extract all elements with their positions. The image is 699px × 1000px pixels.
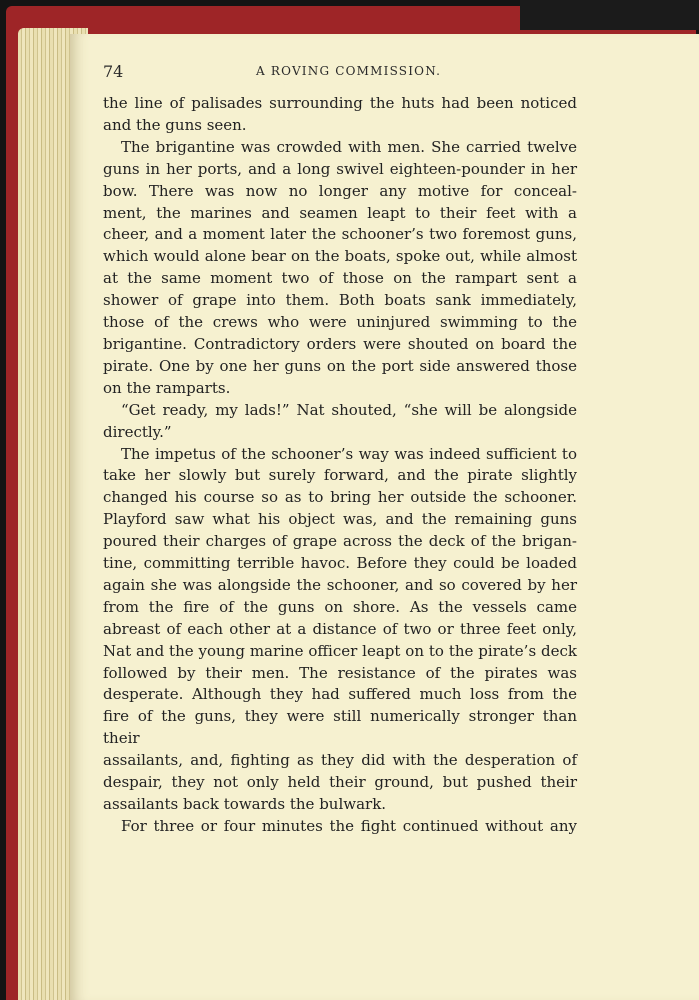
text-line: fire of the guns, they were still numerically stronger than their [103, 707, 577, 748]
paragraph [103, 378, 577, 400]
page-number: 74 [103, 62, 124, 81]
text-line: assailants back towards the bulwark. [103, 795, 387, 813]
paragraph [103, 816, 577, 838]
page-header [103, 62, 483, 86]
background [520, 0, 699, 30]
text-line: assailants, and, fighting as they did with the desperation of [103, 751, 577, 770]
text-line: take her slowly but surely forward, and the pirate slightly [103, 466, 577, 485]
text-line: cheer, and a moment later the schooner’s two foremost guns, [103, 225, 577, 244]
text-line: tine, committing terrible havoc. Before they could be loaded [103, 554, 577, 573]
text-line: desperate. Although they had suffered much loss from the [103, 685, 577, 704]
text-line: pirate. One by one her guns on the port side answered those [103, 356, 577, 375]
text-line: Playford saw what his object was, and the remaining guns [103, 510, 577, 529]
paragraph [103, 422, 577, 444]
text-line: ment, the marines and seamen leapt to their feet with a [103, 203, 577, 222]
text-line: and the guns seen. [103, 115, 247, 134]
text-line: at the same moment two of those on the rampart sent a [103, 269, 577, 288]
paragraph [103, 137, 577, 378]
paragraph [103, 400, 577, 422]
text-line: Nat and the young marine officer leapt on to the pirate’s deck [103, 641, 577, 660]
body-text [103, 93, 577, 838]
text-line: shower of grape into them. Both boats sank immediately, [103, 291, 577, 310]
running-head: A ROVING COMMISSION. [256, 64, 442, 78]
text-line: again she was alongside the schooner, and so covered by her [103, 575, 577, 594]
text-line: directly.” [103, 422, 172, 441]
text-line: bow. There was now no longer any motive for conceal- [103, 181, 577, 200]
text-line: which would alone bear on the boats, spoke out, while almost [103, 247, 577, 266]
paragraph [103, 115, 577, 137]
text-line: The brigantine was crowded with men. She carried twelve [121, 137, 577, 156]
text-line: brigantine. Contradictory orders were shouted on board the [103, 334, 577, 353]
text-line: poured their charges of grape across the deck of the brigan- [103, 532, 577, 551]
text-line: the line of palisades surrounding the huts had been noticed [103, 94, 577, 112]
text-line: despair, they not only held their ground, but pushed their [103, 773, 577, 792]
paragraph [103, 444, 577, 795]
text-line: For three or four minutes the fight continued without any [121, 816, 577, 835]
text-line: on the ramparts. [103, 378, 231, 397]
text-line: “Get ready, my lads!” Nat shouted, “she will be alongside [121, 400, 577, 419]
text-line: The impetus of the schooner’s way was indeed sufficient to [121, 444, 577, 463]
text-line: abreast of each other at a distance of two or three feet only, [103, 619, 577, 638]
paragraph [103, 93, 577, 115]
text-line: changed his course so as to bring her outside the schooner. [103, 488, 577, 507]
text-line: followed by their men. The resistance of the pirates was [103, 663, 577, 682]
text-line: guns in her ports, and a long swivel eighteen-pounder in her [103, 159, 577, 178]
text-line: those of the crews who were uninjured swimming to the [103, 313, 577, 332]
text-line: from the fire of the guns on shore. As the vessels came [103, 597, 577, 616]
paragraph [103, 794, 577, 816]
